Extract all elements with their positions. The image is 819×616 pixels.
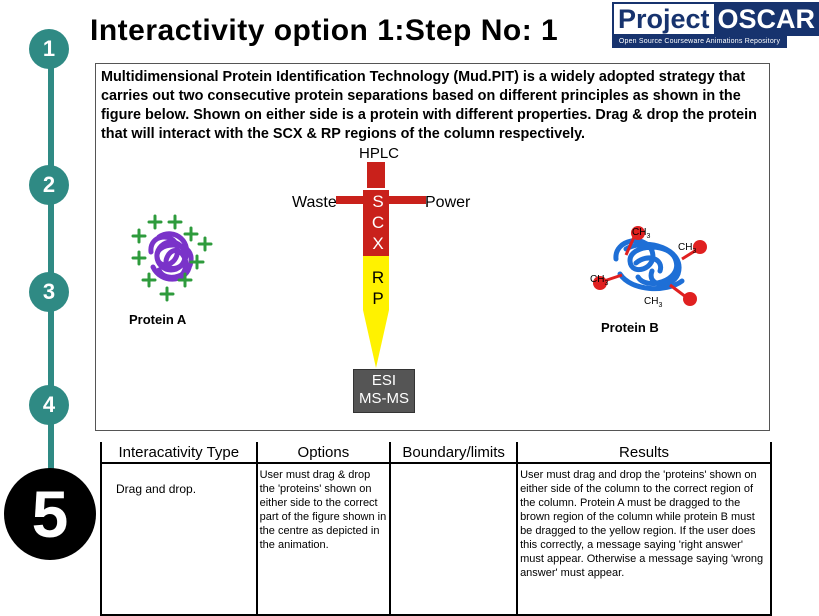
protein-b-ch3-label-2: $CH_3$ bbox=[678, 242, 697, 255]
step-1-marker bbox=[29, 29, 69, 69]
step-5-marker bbox=[4, 468, 96, 560]
rp-letter-p: P bbox=[372, 289, 384, 308]
scx-letters bbox=[363, 191, 393, 254]
project-oscar-logo bbox=[612, 2, 816, 50]
protein-b-ch3-label-1: $CH_3$ bbox=[632, 227, 651, 240]
header-options: Options bbox=[257, 442, 391, 463]
cell-results: User must drag and drop the 'proteins' shown on either side of the column to the correct region of the column. Protein A must be dragged to the brown region of the column while protein B must be dragged to the yellow region. If the user does this correctly, a message saying 'right answer' must appear. Otherwise a message saying 'wrong answer' must appear. bbox=[517, 463, 771, 615]
waste-label: Waste bbox=[292, 194, 337, 211]
hplc-inlet-tube bbox=[367, 162, 385, 188]
instruction-text: Multidimensional Protein Identification Technology (Mud.PIT) is a widely adopted strategy that carries out two consecutive protein separations based on different principles as shown in the figure below. Shown on either side is a protein with different properties. Drag & drop the protein that will interact with the SCX & RP regions of the column respectively. bbox=[101, 69, 757, 142]
protein-a-draggable[interactable] bbox=[129, 212, 214, 302]
step-2-number: 2 bbox=[42, 172, 56, 197]
protein-b-ch3-label-4: $CH_3$ bbox=[644, 296, 663, 309]
step-3-marker bbox=[29, 272, 69, 312]
table-row bbox=[101, 463, 771, 615]
cell-boundary-limits bbox=[390, 463, 517, 615]
rp-letters bbox=[363, 267, 393, 309]
hplc-label: HPLC bbox=[359, 145, 400, 162]
power-label: Power bbox=[425, 194, 471, 211]
scx-letter-c: C bbox=[371, 213, 385, 232]
logo-word-project: Project bbox=[612, 2, 714, 36]
ms-ms-label: MS-MS bbox=[359, 390, 409, 407]
page-title: Interactivity option 1:Step No: 1 bbox=[90, 14, 559, 47]
header-results: Results bbox=[517, 442, 771, 463]
step-2-marker bbox=[29, 165, 69, 205]
header-boundary-limits: Boundary/limits bbox=[390, 442, 517, 463]
cell-options: User must drag & drop the 'proteins' shown on either side to the correct part of the figure shown in the centre as depicted in the animation. bbox=[257, 463, 391, 615]
esi-label: ESI bbox=[371, 372, 397, 389]
table-header-row bbox=[101, 442, 771, 463]
protein-a-label: Protein A bbox=[129, 312, 187, 327]
protein-a-coil bbox=[151, 234, 191, 279]
scx-letter-x: X bbox=[372, 234, 384, 253]
scx-letter-s: S bbox=[372, 192, 384, 211]
step-1-number: 1 bbox=[42, 36, 56, 61]
header-interactivity-type: Interacativity Type bbox=[101, 442, 257, 463]
step-4-number: 4 bbox=[42, 392, 56, 417]
step-5-number: 5 bbox=[31, 477, 69, 551]
rp-letter-r: R bbox=[371, 268, 385, 287]
step-4-marker bbox=[29, 385, 69, 425]
esi-ms-ms-box bbox=[353, 369, 415, 413]
interactivity-spec-table bbox=[100, 442, 772, 616]
animation-panel bbox=[95, 63, 770, 431]
protein-a-positive-charges bbox=[133, 216, 211, 300]
logo-tagline: Open Source Courseware Animations Repository bbox=[612, 36, 787, 48]
protein-b-label: Protein B bbox=[601, 320, 659, 335]
protein-b-coil bbox=[616, 241, 682, 289]
logo-word-oscar: OSCAR bbox=[714, 2, 819, 36]
protein-b-ch3-label-3: $CH_3$ bbox=[590, 274, 609, 287]
cell-interactivity-type: Drag and drop. bbox=[101, 463, 257, 615]
step-3-number: 3 bbox=[42, 279, 56, 304]
